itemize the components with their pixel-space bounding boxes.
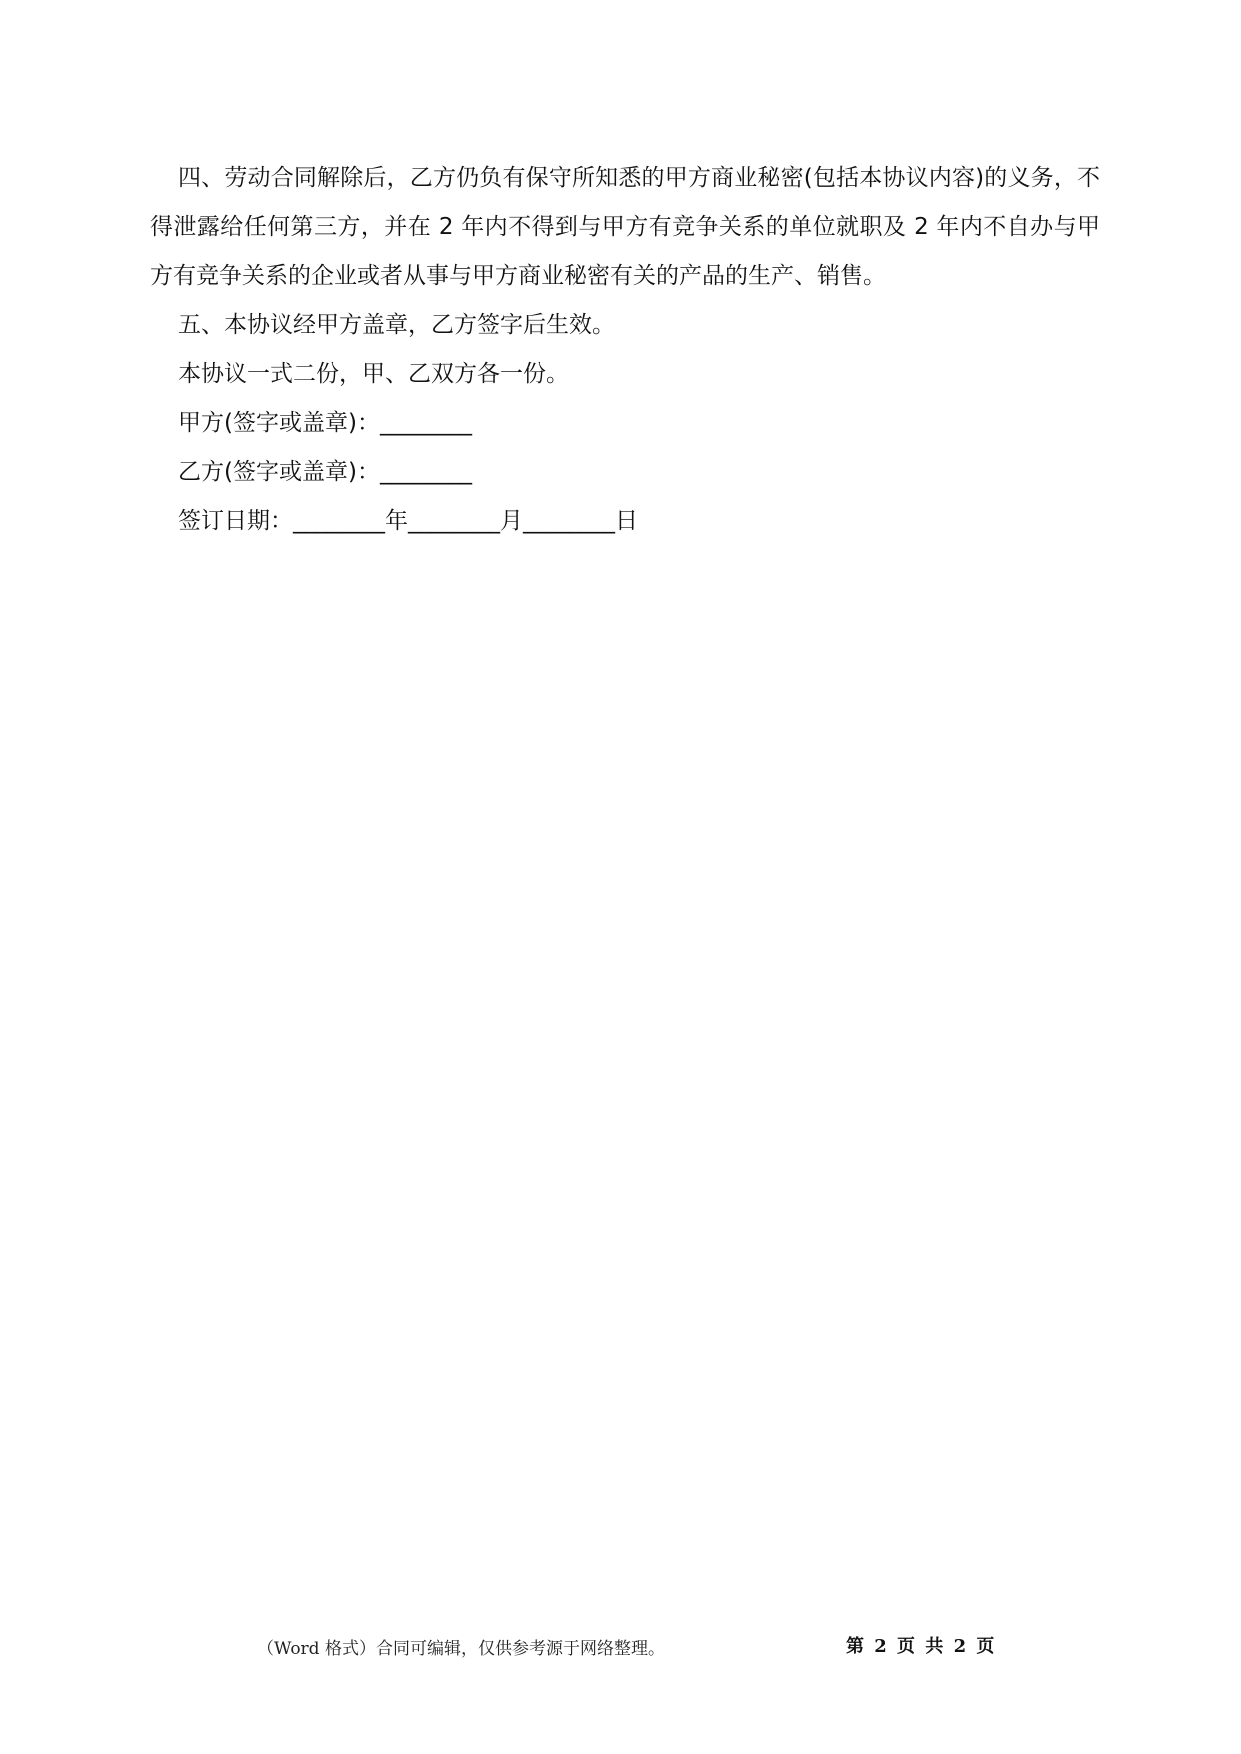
clause-5-paragraph: 五、本协议经甲方盖章，乙方签字后生效。: [178, 312, 615, 338]
clause-4-paragraph: 四、劳动合同解除后，乙方仍负有保守所知悉的甲方商业秘密(包括本协议内容)的义务，不得泄露给任何第三方，并在 2 年内不得到与甲方有竞争关系的单位就职及 2 年内不自办与甲方有竞争关系的企业或者从事与甲方商业秘密有关的产品的生产、销售。: [150, 165, 1100, 289]
copies-paragraph: 本协议一式二份，甲、乙双方各一份。: [178, 361, 569, 387]
page-number: 第 2 页 共 2 页: [846, 1636, 997, 1657]
party-b-signature-line: 乙方(签字或盖章)：________: [178, 459, 472, 485]
document-body: [150, 154, 1100, 546]
party-a-signature-line: 甲方(签字或盖章)：________: [178, 410, 472, 436]
footer-note: （Word 格式）合同可编辑，仅供参考源于网络整理。: [257, 1639, 665, 1659]
sign-date-line: 签订日期：________年________月________日: [178, 508, 638, 534]
